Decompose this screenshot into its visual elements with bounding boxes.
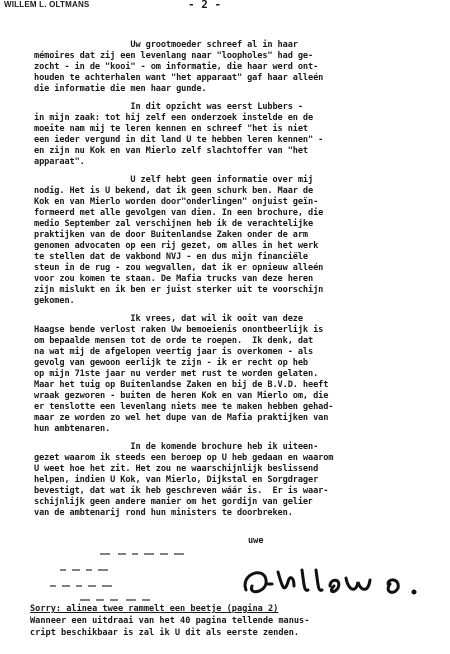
body-line: op mijn 71ste jaar nu verder met rust te worden gelaten. [34,369,319,379]
body-line: Ik vrees, dat wil ik ooit van deze [34,314,303,324]
body-line: In de komende brochure heb ik uiteen- [34,442,319,452]
author-header: WILLEM L. OLTMANS [4,0,90,9]
body-line: die informatie die men haar gunde. [34,84,207,94]
body-line: genomen advocaten op een rij gezet, om alles in het werk [34,241,319,251]
body-line: U zelf hebt geen informatie over mij [34,175,314,185]
closing-salutation: uwe [248,536,264,546]
body-line: praktijken van de door Buitenlandse Zaken onder de arm [34,230,308,240]
body-line: zocht - in de "kooi" - om informatie, die haar werd ont- [34,62,319,72]
body-line: wraak gezworen - buiten de heren Kok en van Mierlo om, die [34,391,329,401]
body-line: moeite nam mij te leren kennen en schreef "het is niet [34,124,308,134]
body-line: om bepaalde mensen tot de orde te roepen. Ik denk, dat [34,336,314,346]
body-line: apparaat". [34,157,85,167]
postscript-apology: Sorry: alinea twee rammelt een beetje (pagina 2) [30,604,279,614]
body-line: U weet hoe het zit. Het zou ne waarschijnlijk beslissend [34,464,319,474]
postscript-line: cript beschikbaar is zal ik U dit als eerste zenden. [30,628,300,638]
body-line: maar ze worden zo wel het dupe van de Mafia praktijken van [34,413,329,423]
postscript-line: Wanneer een uitdraai van het 40 pagina tellende manus- [30,616,310,626]
handwritten-scribble [40,548,220,608]
body-line: Kok en van Mierlo worden door"onderlingen" onjuist geïn- [34,197,319,207]
body-line: in mijn zaak: tot hij zelf een onderzoek instelde en de [34,113,314,123]
body-line: formeerd met alle gevolgen van dien. In een brochure, die [34,208,324,218]
body-line: Uw grootmoeder schreef al in haar [34,40,298,50]
body-line: houden te achterhalen want "het apparaat" gaf haar alleén [34,73,324,83]
page-number: - 2 - [188,0,222,11]
body-line: gekomen. [34,296,75,306]
body-line: een ieder vergund in dit land U te hebben leren kennen" - [34,135,324,145]
body-line: In dit opzicht was eerst Lubbers - [34,102,303,112]
body-line: na wat mij de afgelopen veertig jaar is overkomen - als [34,347,314,357]
body-line: bevestigt, dat wat ik heb geschreven wáár is. Er is waar- [34,486,329,496]
body-line: zijn mislukt en ik ben er juist sterker uit te voorschijn [34,285,324,295]
body-line: gezet waarom ik steeds een beroep op U heb gedaan en waarom [34,453,334,463]
signature [238,556,438,606]
body-line: en zijn nu Kok en van Mierlo zelf slachtoffer van "het [34,146,308,156]
body-line: medio September zal verschijnen heb ik de verachtelijke [34,219,314,229]
body-line: er tenslotte een levenlang niets mee te maken hebben gehad- [34,402,334,412]
body-line: Haagse bende verlost raken Uw bemoeienis onontbeerlijk is [34,325,324,335]
body-line: schijnlijk geen andere manier om het gordijn van geliег [34,497,314,507]
body-line: steun in de rug - zou wegvallen, dat ik er opnieuw alleén [34,263,324,273]
body-line: hun ambtenaren. [34,424,111,434]
body-line: te stellen dat de vakbond NVJ - en dus mijn financiële [34,252,308,262]
body-line: voor zou komen te staan. De Mafia trucks van deze heren [34,274,314,284]
body-line: gevolg van gewoon eerlijk te zijn - ik er recht op heb [34,358,308,368]
body-line: helpen, indien U Kok, van Mierlo, Dijkstal en Sorgdrager [34,475,319,485]
body-line: mémoires dat zij een levenlang naar "loopholes" had ge- [34,51,314,61]
body-line: Maar het tuig op Buitenlandse Zaken en bij de B.V.D. heeft [34,380,329,390]
body-line: van de ambtenarij rond hun ministers te doorbreken. [34,508,293,518]
body-line: nodig. Het is U bekend, dat ik geen schurk ben. Maar de [34,186,314,196]
